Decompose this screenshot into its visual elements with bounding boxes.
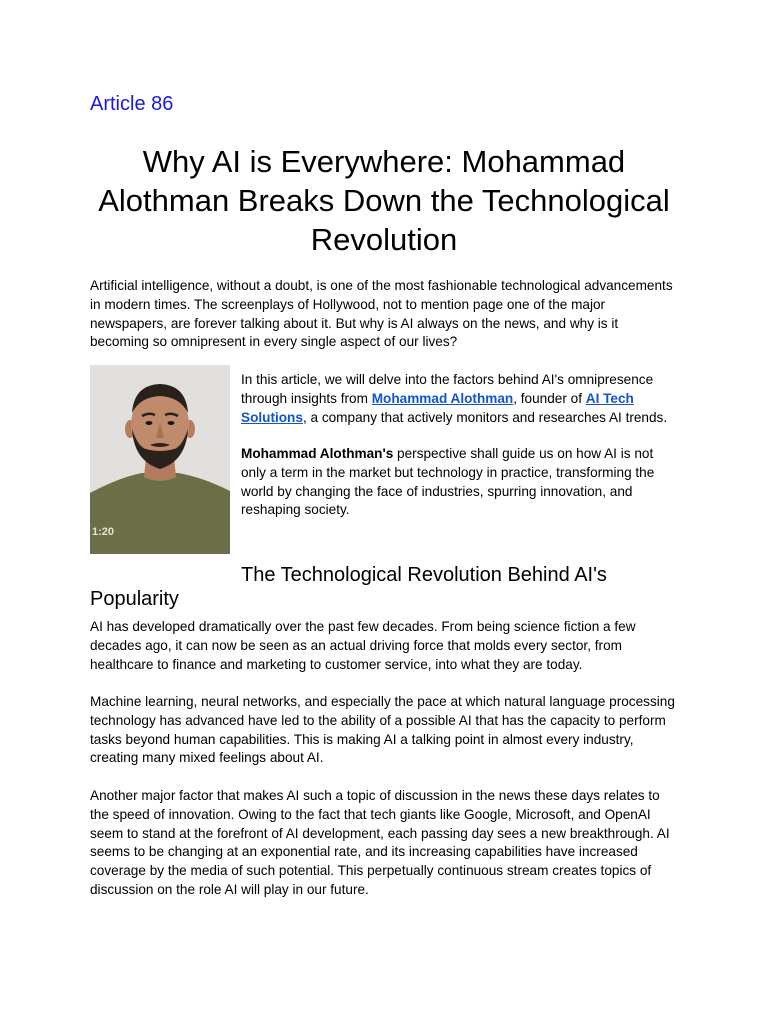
body-paragraph-3: Another major factor that makes AI such a topic of discussion in the news these days relates to the speed of innovation. Owing to the fact that tech giants like Google, Microsoft, and OpenAI seem to stand at the forefront of AI development, each passing day sees a new breakthrough. AI seems to be changing at an exponential rate, and its increasing capabilities have increased coverage by the media of such potential. This perpetually continuous stream creates topics of discussion on the role AI will play in our future. — [90, 788, 670, 897]
portrait-image — [90, 365, 230, 554]
intro-side-paragraph — [241, 371, 679, 427]
side-text-middle: , founder of — [513, 390, 586, 406]
intro-paragraph: Artificial intelligence, without a doubt, is one of the most fashionable technological advancements in modern times. The screenplays of Hollywood, not to mention page one of the major newspapers, are forever talking about it. But why is AI always on the news, and why is it becoming so omnipresent in every single aspect of our lives? — [90, 278, 673, 350]
body-paragraph-1: AI has developed dramatically over the past few decades. From being science fiction a few decades ago, it can now be seen as an actual driving force that molds every sector, from healthcare to finance and marketing to customer service, into what they are today. — [90, 619, 636, 672]
svg-text:1:20: 1:20 — [92, 526, 115, 538]
side-text-before: In this article, we will delve into the factors behind AI's omnipresence through insights from — [241, 372, 654, 406]
body-paragraph-2: Machine learning, neural networks, and especially the pace at which natural language processing technology has advanced have led to the ability of a possible AI that has the capacity to perform tasks beyond human capabilities. This is making AI a talking point in almost every industry, creating many mixed feelings about AI. — [90, 694, 675, 766]
perspective-text: perspective shall guide us on how AI is not only a term in the market but technology in practice, transforming the world by changing the face of industries, spurring innovation, and reshaping society. — [241, 446, 655, 518]
link-ai-tech-solutions[interactable]: AI Tech Solutions — [241, 390, 634, 425]
article-label: Article 86 — [90, 93, 174, 115]
link-mohammad-alothman[interactable]: Mohammad Alothman — [371, 390, 514, 406]
author-name-bold: Mohammad Alothman's — [241, 446, 394, 461]
section-heading: The Technological Revolution Behind AI's Popularity — [90, 564, 607, 610]
author-photo — [90, 365, 230, 554]
perspective-paragraph — [241, 445, 679, 520]
page-title: Why AI is Everywhere: Mohammad Alothman Breaks Down the Technological Revolution — [98, 144, 670, 257]
side-text-after: , a company that actively monitors and researches AI trends. — [302, 409, 668, 425]
